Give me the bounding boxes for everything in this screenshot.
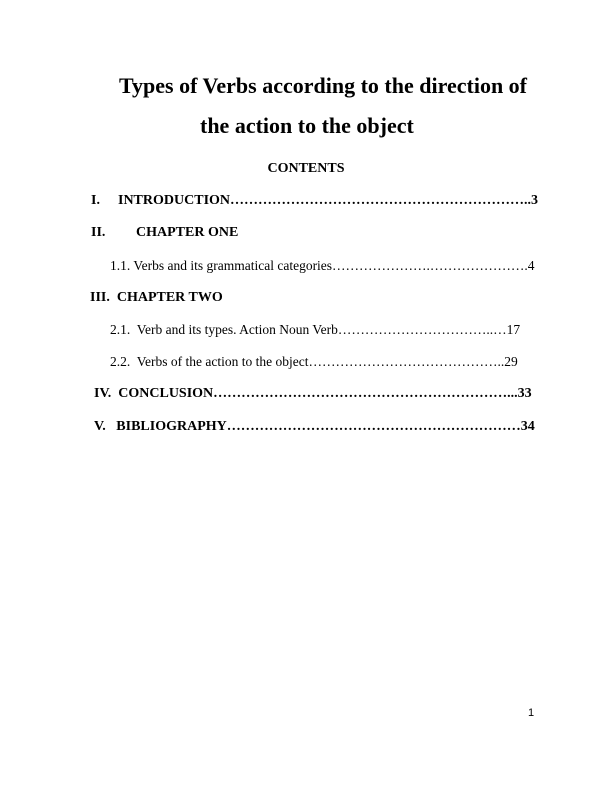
toc-entry-conclusion: IV. CONCLUSION………………………………………………………...33 [94, 386, 532, 401]
toc-subentry-1-1: 1.1. Verbs and its grammatical categories………………….………………….4 [110, 258, 535, 273]
toc-entry-text: CHAPTER ONE [136, 225, 239, 240]
toc-entry-introduction [91, 194, 538, 208]
page-number: 1 [528, 707, 535, 719]
toc-entry-chapter-one [91, 226, 238, 240]
contents-heading: CONTENTS [267, 161, 345, 176]
toc-entry-number: I. [91, 193, 100, 208]
toc-entry-text: INTRODUCTION………………………………………………………..3 [118, 193, 539, 208]
toc-entry-chapter-two: III. CHAPTER TWO [90, 290, 223, 305]
toc-subentry-2-1: 2.1. Verb and its types. Action Noun Verb……………………………..…17 [110, 322, 521, 337]
toc-entry-number: II. [91, 225, 106, 240]
toc-entry-bibliography: V. BIBLIOGRAPHY………………………………………………………34 [94, 419, 535, 434]
document-title-line-2: the action to the object [200, 113, 414, 138]
toc-subentry-2-2: 2.2. Verbs of the action to the object……………………………………..29 [110, 354, 518, 369]
document-title-line-1: Types of Verbs according to the direction of [119, 73, 527, 98]
